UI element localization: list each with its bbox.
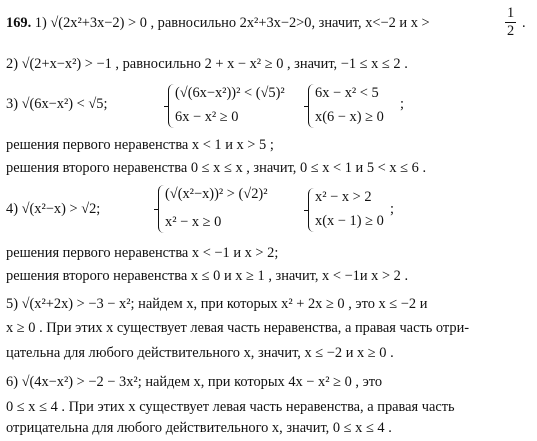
system-4a-row-2: x² − x ≥ 0 [165,214,222,230]
problem-line-1 [6,14,430,32]
item-1-text: 1) √(2x²+3x−2) > 0 , равносильно 2x²+3x−2>0, значит, x<−2 и x > [34,15,430,31]
item-6-cont-1: 0 ≤ x ≤ 4 . При этих x существует левая часть неравенства, а правая часть [6,399,455,415]
system-4b-row-2: x(x − 1) ≥ 0 [315,213,384,229]
system-4b-row-1: x² − x > 2 [315,189,372,205]
item-6-text: 6) √(4x−x²) > −2 − 3x²; найдем x, при которых 4x − x² ≥ 0 , это [6,374,383,390]
system-3b-row-2: x(6 − x) ≥ 0 [315,109,384,125]
problem-number: 169. [6,15,32,31]
system-brace-4b [308,188,315,232]
system-3a-row-1: (√(6x−x²))² < (√5)² [175,85,285,101]
item-5-cont-2: цательна для любого действительного x, значит, x ≤ −2 и x ≥ 0 . [6,345,394,361]
item-5-text: 5) √(x²+2x) > −3 − x²; найдем x, при которых x² + 2x ≥ 0 , это x ≤ −2 и [6,296,428,312]
semicolon-3: ; [400,96,404,112]
system-4a-row-1: (√(x²−x))² > (√2)² [165,186,268,202]
solution-3-first: решения первого неравенства x < 1 и x > 5 ; [6,137,274,153]
solution-4-first: решения первого неравенства x < −1 и x > 2; [6,245,279,261]
fraction-period: . [522,15,526,31]
system-brace-3b [308,84,315,128]
item-5-cont-1: x ≥ 0 . При этих x существует левая часть неравенства, а правая часть отри- [6,320,470,336]
item-2-text: 2) √(2+x−x²) > −1 , равносильно 2 + x − x² ≥ 0 , значит, −1 ≤ x ≤ 2 . [6,56,408,72]
semicolon-4: ; [390,201,394,217]
fraction-one-half [505,5,516,40]
solution-4-second: решения второго неравенства x ≤ 0 и x ≥ 1 , значит, x < −1и x > 2 . [6,268,409,284]
system-3b-row-1: 6x − x² < 5 [315,85,379,101]
fraction-denominator: 2 [507,23,515,39]
system-brace-3a [168,84,175,128]
system-brace-4a [158,185,165,233]
system-3a-row-2: 6x − x² ≥ 0 [175,109,239,125]
item-3-text: 3) √(6x−x²) < √5; [6,96,108,112]
fraction-numerator: 1 [507,5,515,21]
solution-3-second: решения второго неравенства 0 ≤ x ≤ x , значит, 0 ≤ x < 1 и 5 < x ≤ 6 . [6,160,427,176]
item-4-text: 4) √(x²−x) > √2; [6,201,101,217]
item-6-cont-2: отрицательна для любого действительного x, значит, 0 ≤ x ≤ 4 . [6,420,392,436]
